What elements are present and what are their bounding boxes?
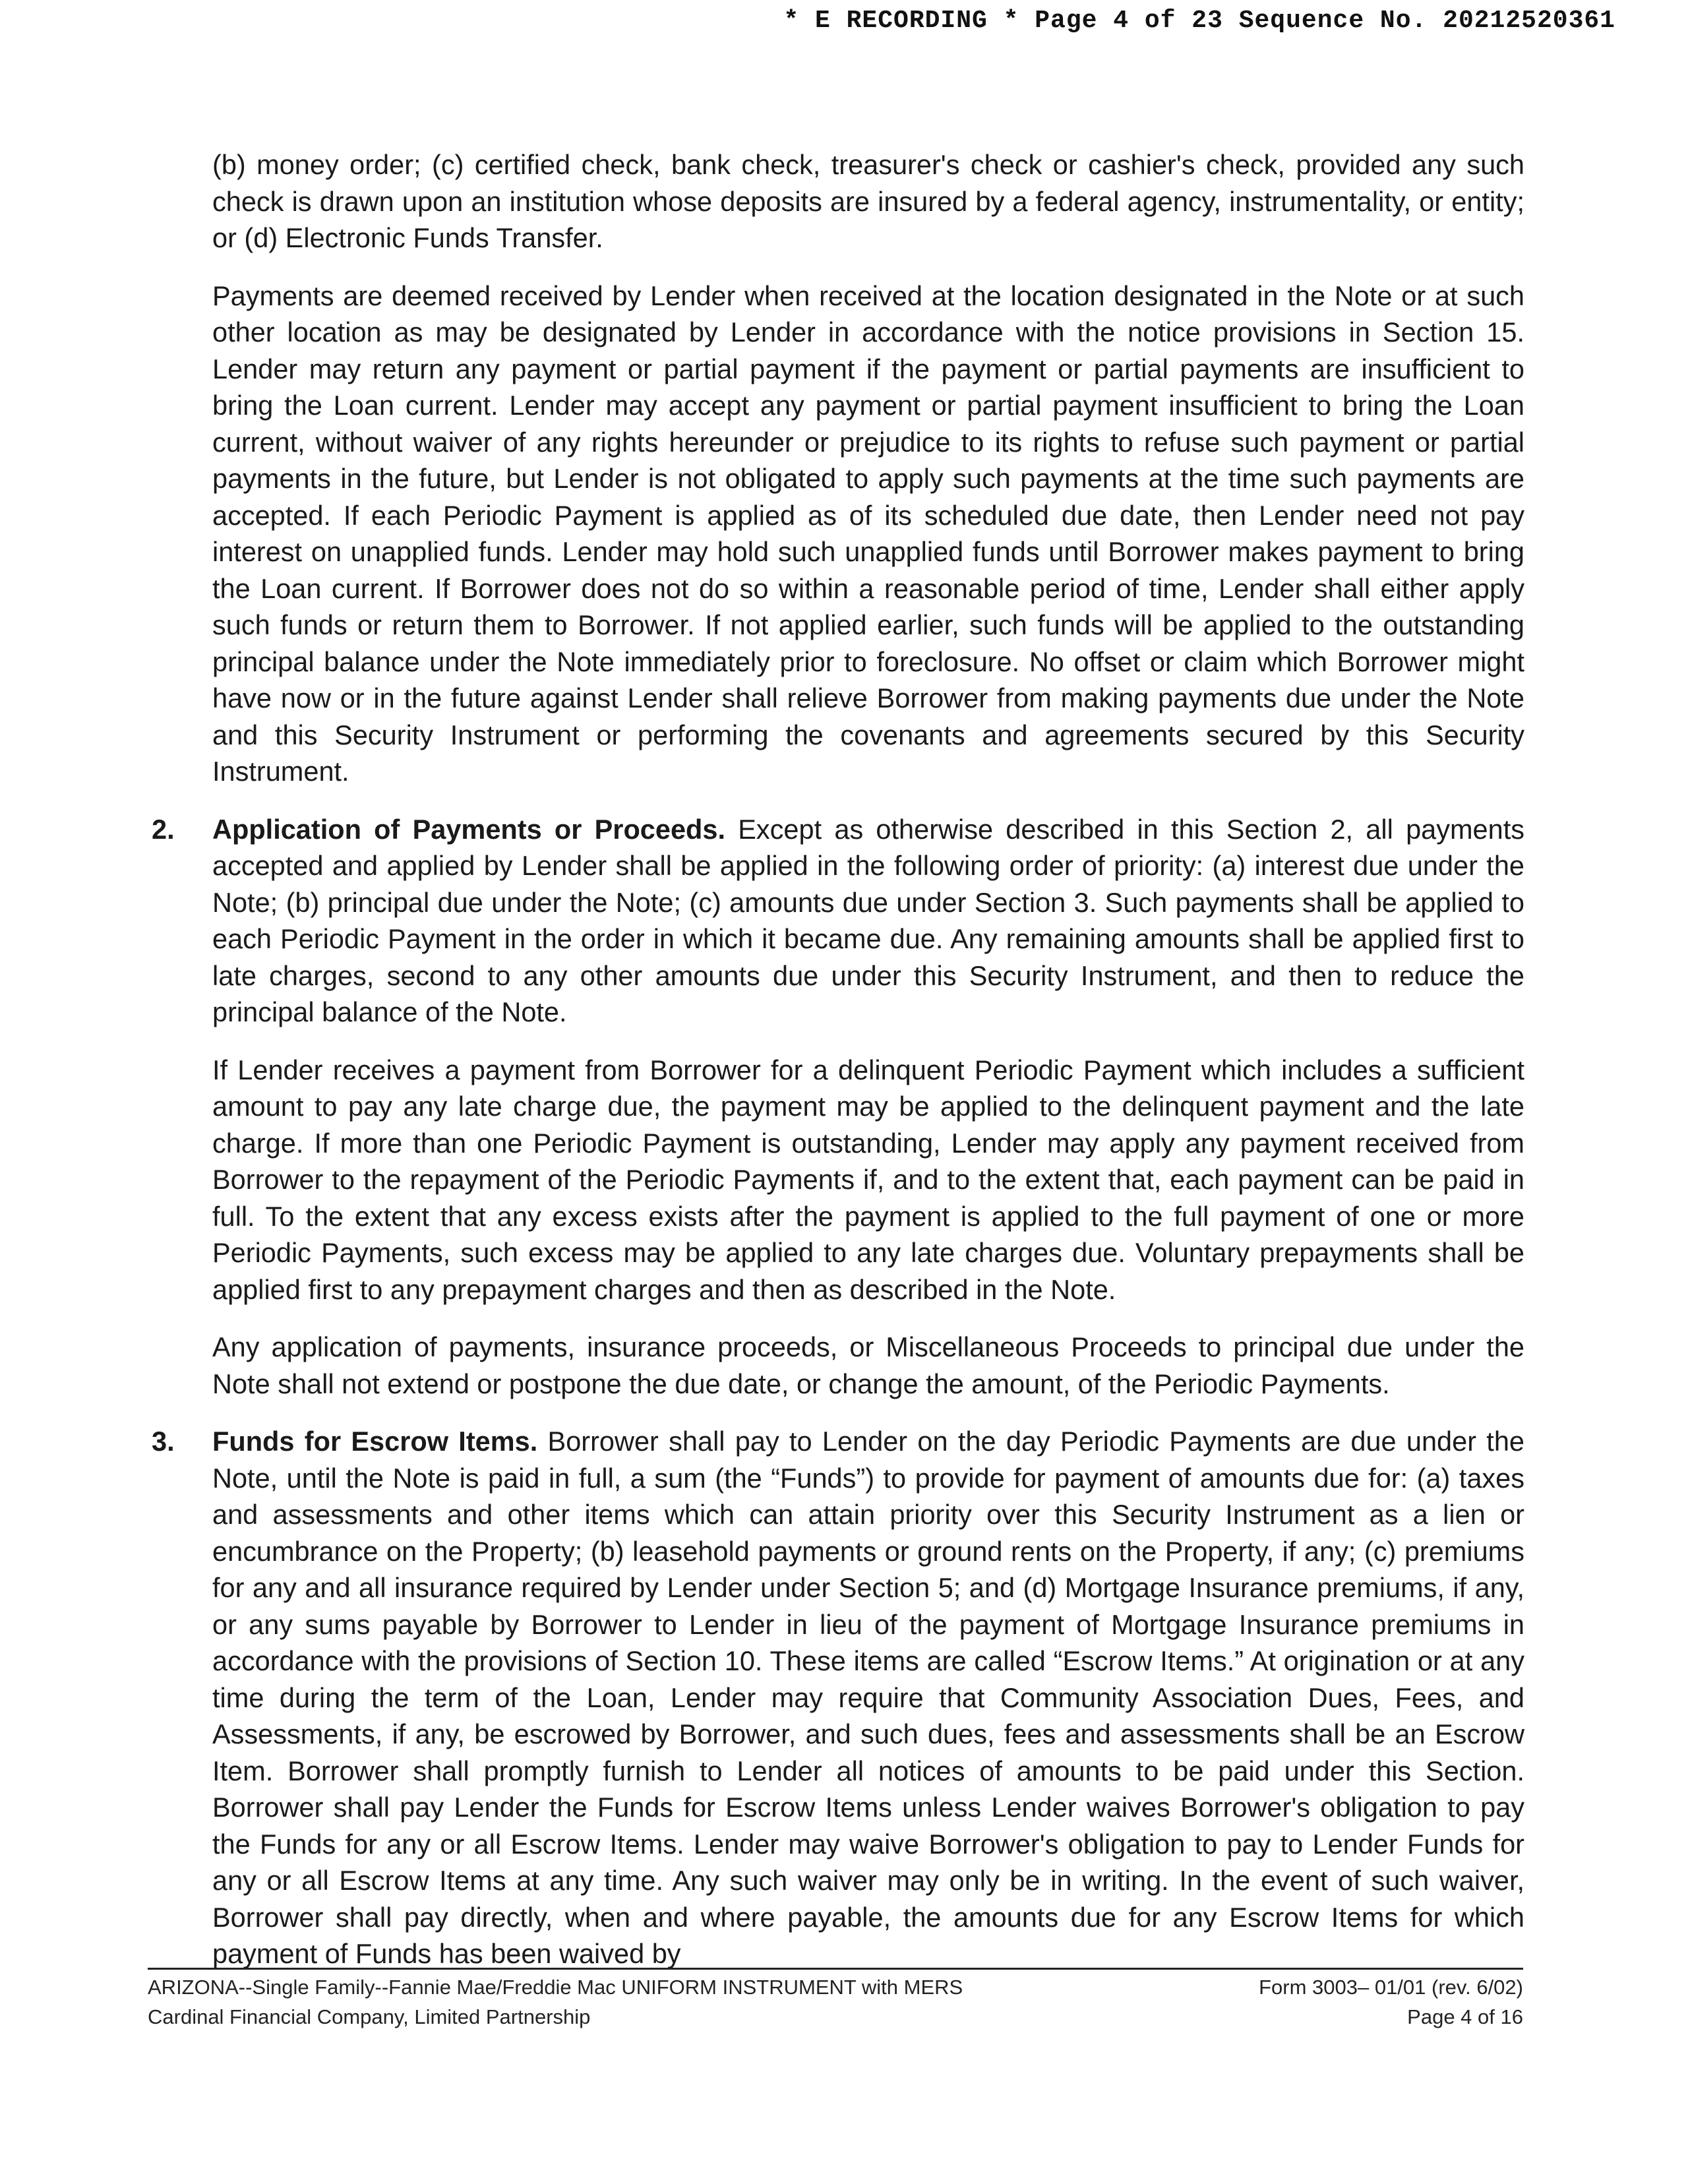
recording-header: * E RECORDING * Page 4 of 23 Sequence No. 20212520361 bbox=[783, 7, 1615, 35]
section-3-paragraph bbox=[212, 1423, 1524, 1972]
paragraph-payments-received: Payments are deemed received by Lender when received at the location designated in the Note or at such other location as may be designated by Lender in accordance with the notice provisions in Section 15. Lender may return any payment or partial payment if the payment or partial payments are insufficient to bring the Loan current. Lender may accept any payment or partial payment insufficient to bring the Loan current, without waiver of any rights hereunder or prejudice to its rights to refuse such payment or partial payments in the future, but Lender is not obligated to apply such payments at the time such payments are accepted. If each Periodic Payment is applied as of its scheduled due date, then Lender need not pay interest on unapplied funds. Lender may hold such unapplied funds until Borrower makes payment to bring the Loan current. If Borrower does not do so within a reasonable period of time, Lender shall either apply such funds or return them to Borrower. If not applied earlier, such funds will be applied to the outstanding principal balance under the Note immediately prior to foreclosure. No offset or claim which Borrower might have now or in the future against Lender shall relieve Borrower from making payments due under the Note and this Security Instrument or performing the covenants and agreements secured by this Security Instrument. bbox=[212, 280, 1524, 787]
footer-right bbox=[1259, 1972, 1523, 2032]
footer-company: Cardinal Financial Company, Limited Partnership bbox=[148, 2005, 591, 2028]
footer-form-title: ARIZONA--Single Family--Fannie Mae/Freddie Mac UNIFORM INSTRUMENT with MERS bbox=[148, 1976, 963, 1999]
footer-form-number: Form 3003– 01/01 (rev. 6/02) bbox=[1259, 1976, 1523, 1999]
section-2-title: Application of Payments or Proceeds. bbox=[212, 813, 726, 845]
section-2-paragraph-delinquent: If Lender receives a payment from Borrower for a delinquent Periodic Payment which includes a sufficient amount to pay any late charge due, the payment may be applied to the delinquent payment and the late charge. If more than one Periodic Payment is outstanding, Lender may apply any payment received from Borrower to the repayment of the Periodic Payments if, and to the extent that, each payment can be paid in full. To the extent that any excess exists after the payment is applied to the full payment of one or more Periodic Payments, such excess may be applied to any late charges due. Voluntary prepayments shall be applied first to any prepayment charges and then as described in the Note. bbox=[212, 1054, 1524, 1305]
document-body bbox=[152, 146, 1524, 1993]
page-footer bbox=[148, 1968, 1523, 2028]
section-2-paragraph-application: Any application of payments, insurance proceeds, or Miscellaneous Proceeds to principal due under the Note shall not extend or postpone the due date, or change the amount, of the Periodic Payments. bbox=[212, 1331, 1524, 1399]
paragraph-payment-methods: (b) money order; (c) certified check, bank check, treasurer's check or cashier's check, provided any such check is drawn upon an institution whose deposits are insured by a federal agency, instrumentality, or entity; or (d) Electronic Funds Transfer. bbox=[212, 149, 1524, 253]
section-2-paragraph bbox=[212, 811, 1524, 1031]
section-3 bbox=[152, 1423, 1524, 1972]
section-2 bbox=[152, 811, 1524, 1403]
section-3-text: Borrower shall pay to Lender on the day Periodic Payments are due under the Note, until the Note is paid in full, a sum (the “Funds”) to provide for payment of amounts due for: (a) taxes and assessments and other items which can attain priority over this Security Instrument as a lien or encumbrance on the Property; (b) leasehold payments or ground rents on the Property, if any; (c) premiums for any and all insurance required by Lender under Section 5; and (d) Mortgage Insurance premiums, if any, or any sums payable by Borrower to Lender in lieu of the payment of Mortgage Insurance premiums in accordance with the provisions of Section 10. These items are called “Escrow Items.” At origination or at any time during the term of the Loan, Lender may require that Community Association Dues, Fees, and Assessments, if any, be escrowed by Borrower, and such dues, fees and assessments shall be an Escrow Item. Borrower shall promptly furnish to Lender all notices of amounts to be paid under this Section. Borrower shall pay Lender the Funds for Escrow Items unless Lender waives Borrower's obligation to pay the Funds for any or all Escrow Items. Lender may waive Borrower's obligation to pay to Lender Funds for any or all Escrow Items at any time. Any such waiver may only be in writing. In the event of such waiver, Borrower shall pay directly, when and where payable, the amounts due for any Escrow Items for which payment of Funds has been waived by bbox=[212, 1426, 1524, 1969]
section-3-number: 3. bbox=[152, 1426, 175, 1457]
section-2-text: Except as otherwise described in this Section 2, all payments accepted and applied by Lender shall be applied in the following order of priority: (a) interest due under the Note; (b) principal due under the Note; (c) amounts due under Section 3. Such payments shall be applied to each Periodic Payment in the order in which it became due. Any remaining amounts shall be applied first to late charges, second to any other amounts due under this Security Instrument, and then to reduce the principal balance of the Note. bbox=[212, 813, 1524, 1027]
footer-page-number: Page 4 of 16 bbox=[1407, 2005, 1523, 2028]
section-2-number: 2. bbox=[152, 813, 175, 845]
section-3-title: Funds for Escrow Items. bbox=[212, 1426, 538, 1457]
footer-left bbox=[148, 1972, 963, 2032]
